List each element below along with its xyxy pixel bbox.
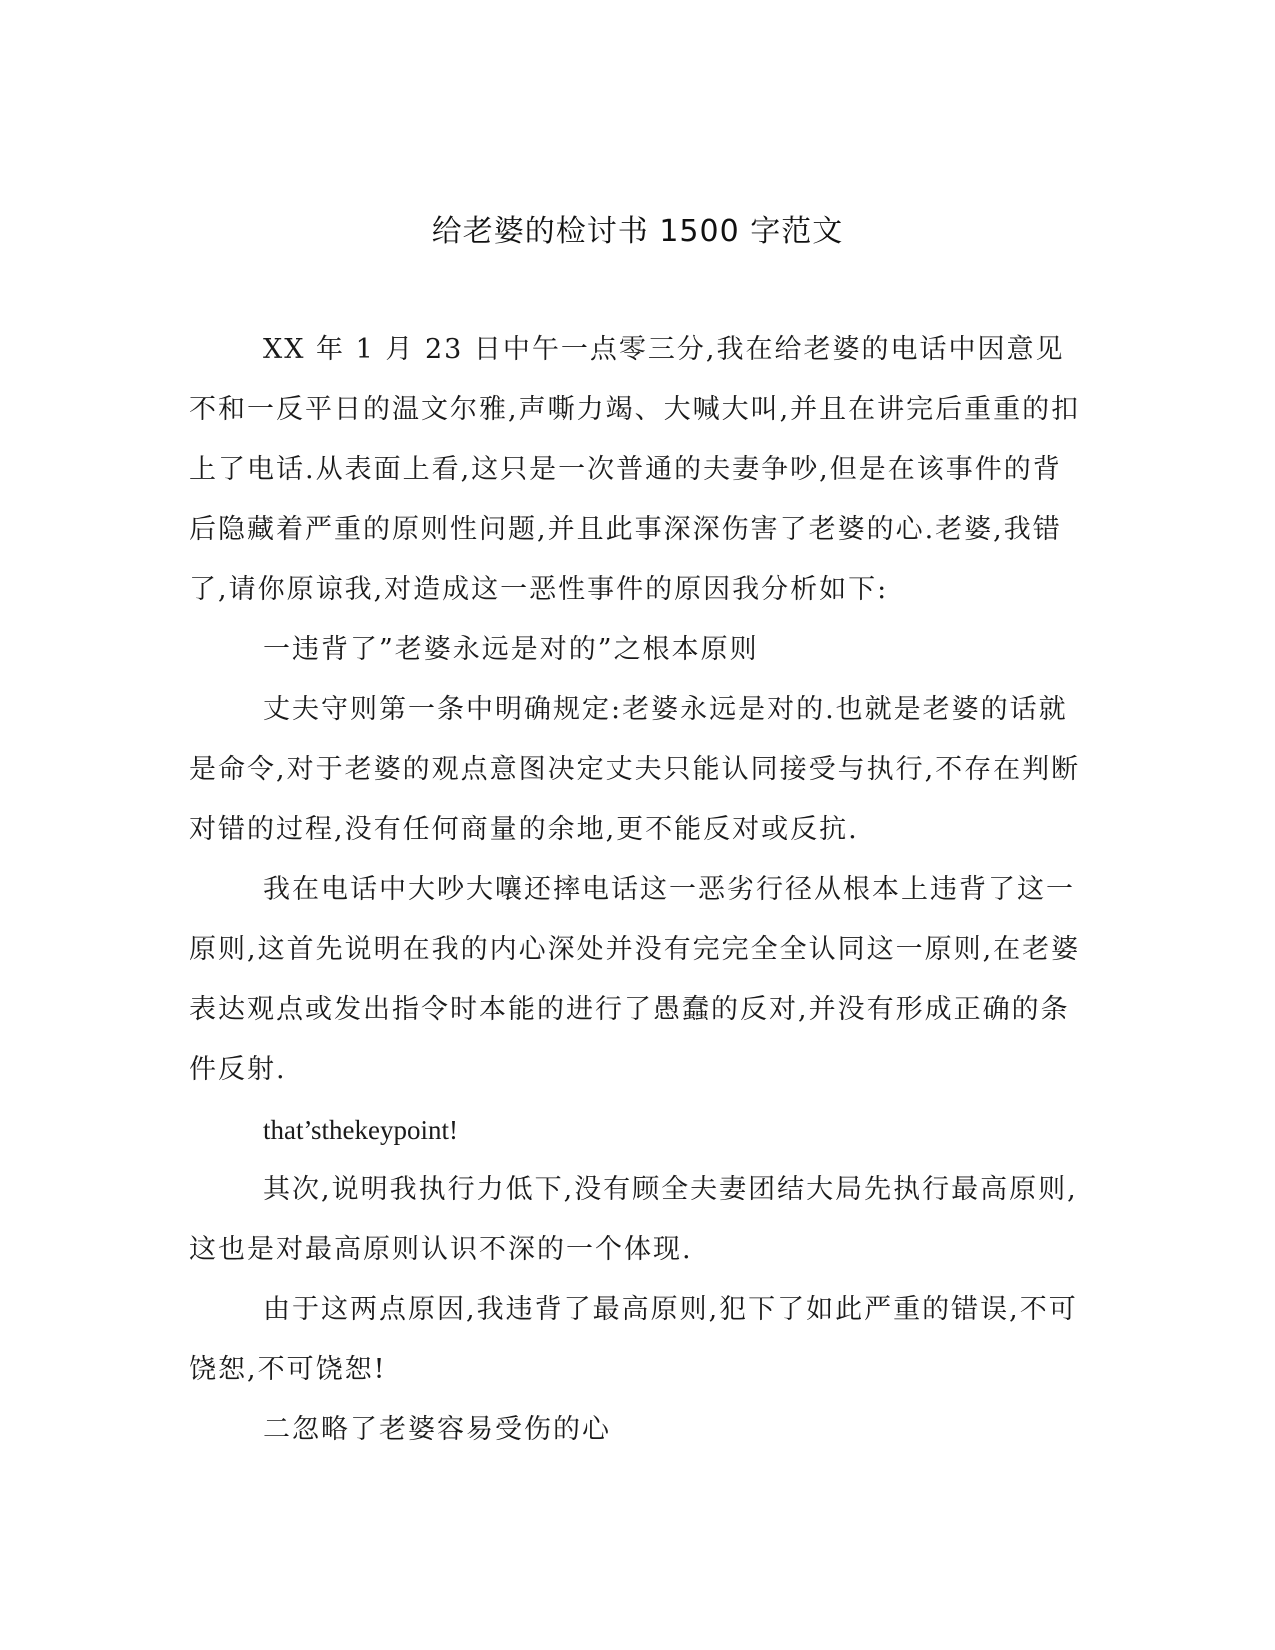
- paragraph-incident: XX 年 1 月 23 日中午一点零三分,我在给老婆的电话中因意见不和一反平日的温文尔雅,声嘶力竭、大喊大叫,并且在讲完后重重的扣上了电话.从表面上看,这只是一次普通的夫妻争吵,但是在该事件的背后隐藏着严重的原则性问题,并且此事深深伤害了老婆的心.老婆,我错了,请你原谅我,对造成这一恶性事件的原因我分析如下:: [189, 334, 1081, 605]
- section-heading-1: 一违背了”老婆永远是对的”之根本原则: [263, 634, 759, 665]
- paragraph-rule: 丈夫守则第一条中明确规定:老婆永远是对的.也就是老婆的话就是命令,对于老婆的观点意图决定丈夫只能认同接受与执行,不存在判断对错的过程,没有任何商量的余地,更不能反对或反抗.: [189, 694, 1081, 845]
- document-body: [189, 320, 1089, 1460]
- paragraph-conclusion: 由于这两点原因,我违背了最高原则,犯下了如此严重的错误,不可饶恕,不可饶恕!: [189, 1294, 1078, 1385]
- paragraph-violation: 我在电话中大吵大嚷还摔电话这一恶劣行径从根本上违背了这一原则,这首先说明在我的内心深处并没有完完全全认同这一原则,在老婆表达观点或发出指令时本能的进行了愚蠢的反对,并没有形成正确的条件反射.: [189, 874, 1081, 1085]
- paragraph-execution: 其次,说明我执行力低下,没有顾全夫妻团结大局先执行最高原则,这也是对最高原则认识不深的一个体现.: [189, 1174, 1078, 1265]
- section-heading-2: 二忽略了老婆容易受伤的心: [263, 1414, 611, 1445]
- document-title: 给老婆的检讨书 1500 字范文: [431, 214, 844, 249]
- paragraph-keypoint: that’sthekeypoint!: [263, 1115, 458, 1145]
